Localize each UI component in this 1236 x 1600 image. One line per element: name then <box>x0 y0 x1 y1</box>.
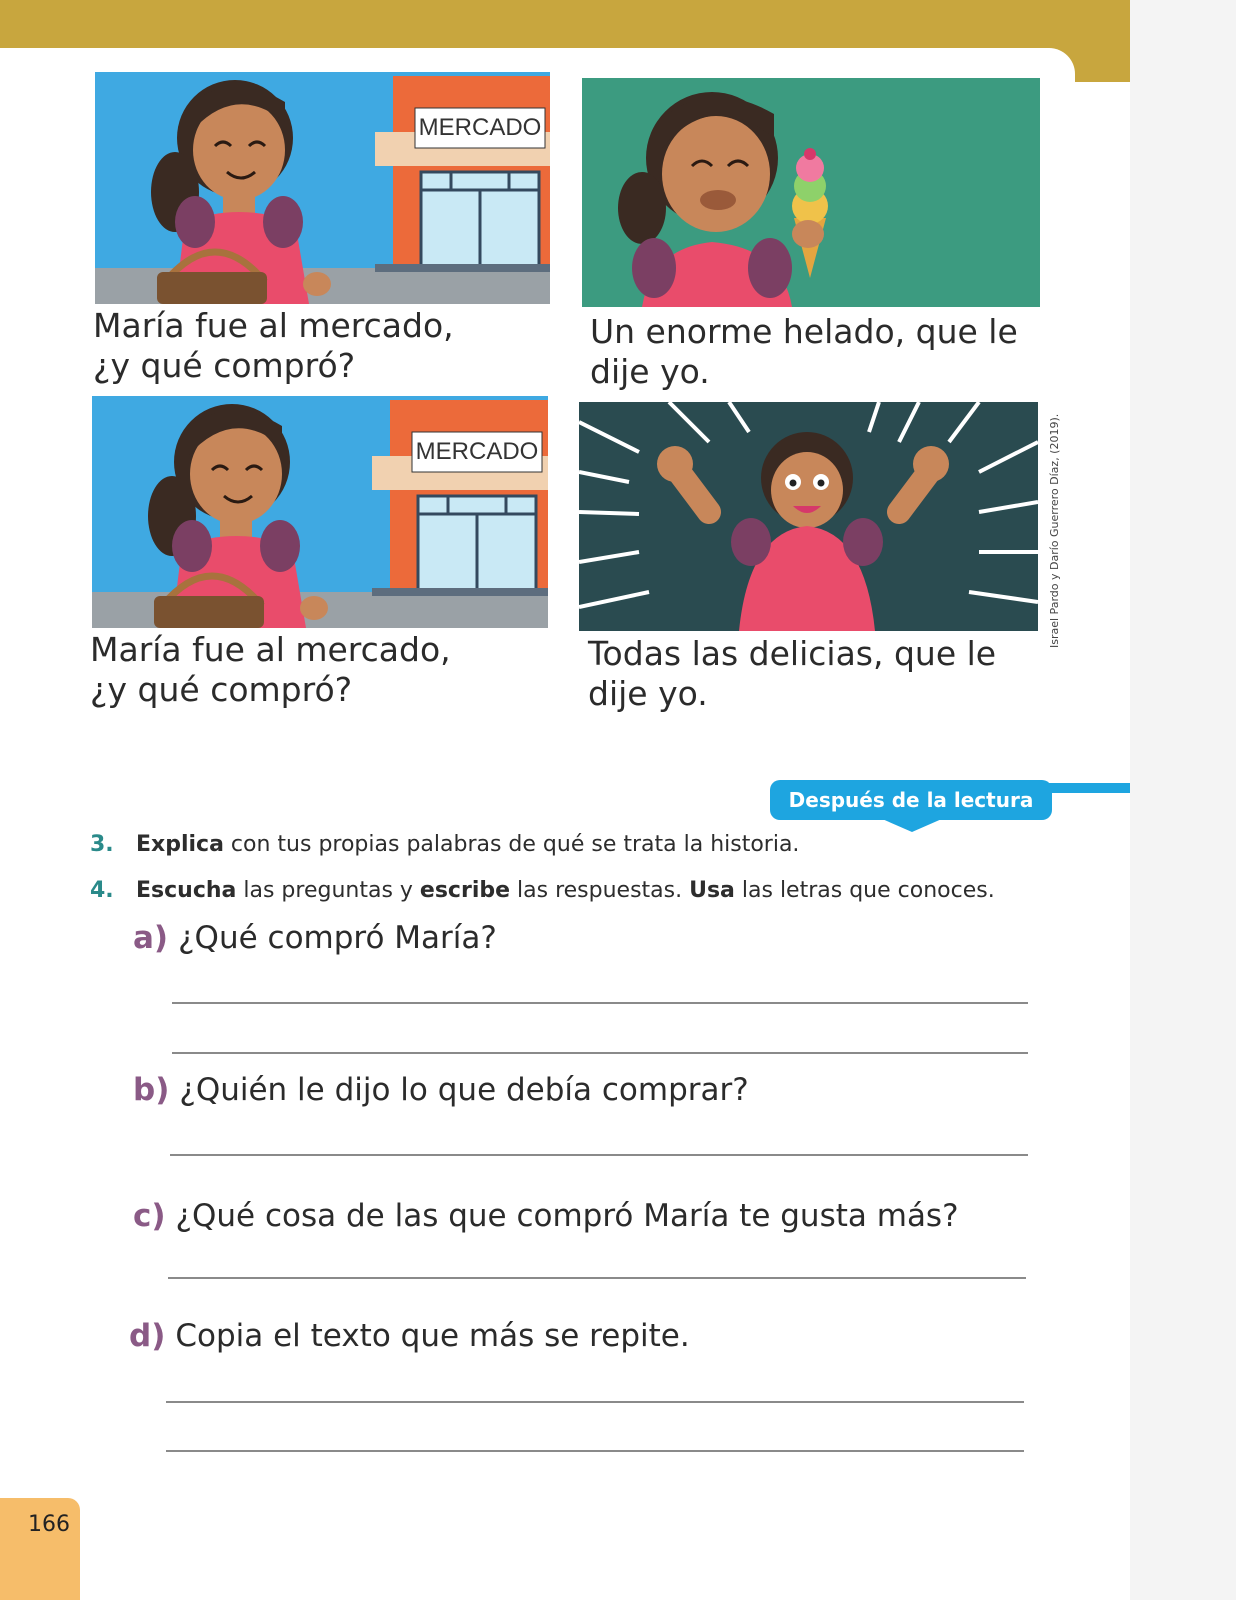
illustration-market-1 <box>95 72 550 304</box>
answer-line-b1[interactable] <box>170 1154 1028 1156</box>
panel-3-caption: María fue al mercado, ¿y qué compró? <box>90 630 451 709</box>
page-right-margin <box>1130 0 1236 1600</box>
panel-4-caption: Todas las delicias, que le dije yo. <box>588 634 997 713</box>
section-bar <box>1040 783 1130 793</box>
section-tab-notch <box>880 818 944 832</box>
page-number: 166 <box>28 1512 70 1537</box>
illustration-market-2 <box>92 396 548 628</box>
answer-line-c1[interactable] <box>168 1277 1026 1279</box>
panel-1-caption: María fue al mercado, ¿y qué compró? <box>93 306 454 385</box>
panel-2-caption: Un enorme helado, que le dije yo. <box>590 312 1018 391</box>
question-a: a) ¿Qué compró María? <box>133 920 497 956</box>
answer-line-d1[interactable] <box>166 1401 1024 1403</box>
answer-line-a2[interactable] <box>172 1052 1028 1054</box>
question-c: c) ¿Qué cosa de las que compró María te gusta más? <box>133 1198 959 1234</box>
illustration-ice-cream <box>582 78 1040 307</box>
illustration-celebration <box>579 402 1038 631</box>
market-sign: MERCADO <box>415 438 539 465</box>
answer-line-d2[interactable] <box>166 1450 1024 1452</box>
question-d: d) Copia el texto que más se repite. <box>129 1318 690 1354</box>
illustration-credit: Israel Pardo y Darío Guerrero Díaz, (2019). <box>1048 413 1061 648</box>
instruction-4: 4. Escucha las preguntas y escribe las respuestas. Usa las letras que conoces. <box>90 878 995 903</box>
section-tab-after-reading: Después de la lectura <box>770 780 1052 820</box>
question-b: b) ¿Quién le dijo lo que debía comprar? <box>133 1072 749 1108</box>
market-sign: MERCADO <box>418 114 542 141</box>
instruction-3: 3. Explica con tus propias palabras de qué se trata la historia. <box>90 832 800 857</box>
answer-line-a1[interactable] <box>172 1002 1028 1004</box>
